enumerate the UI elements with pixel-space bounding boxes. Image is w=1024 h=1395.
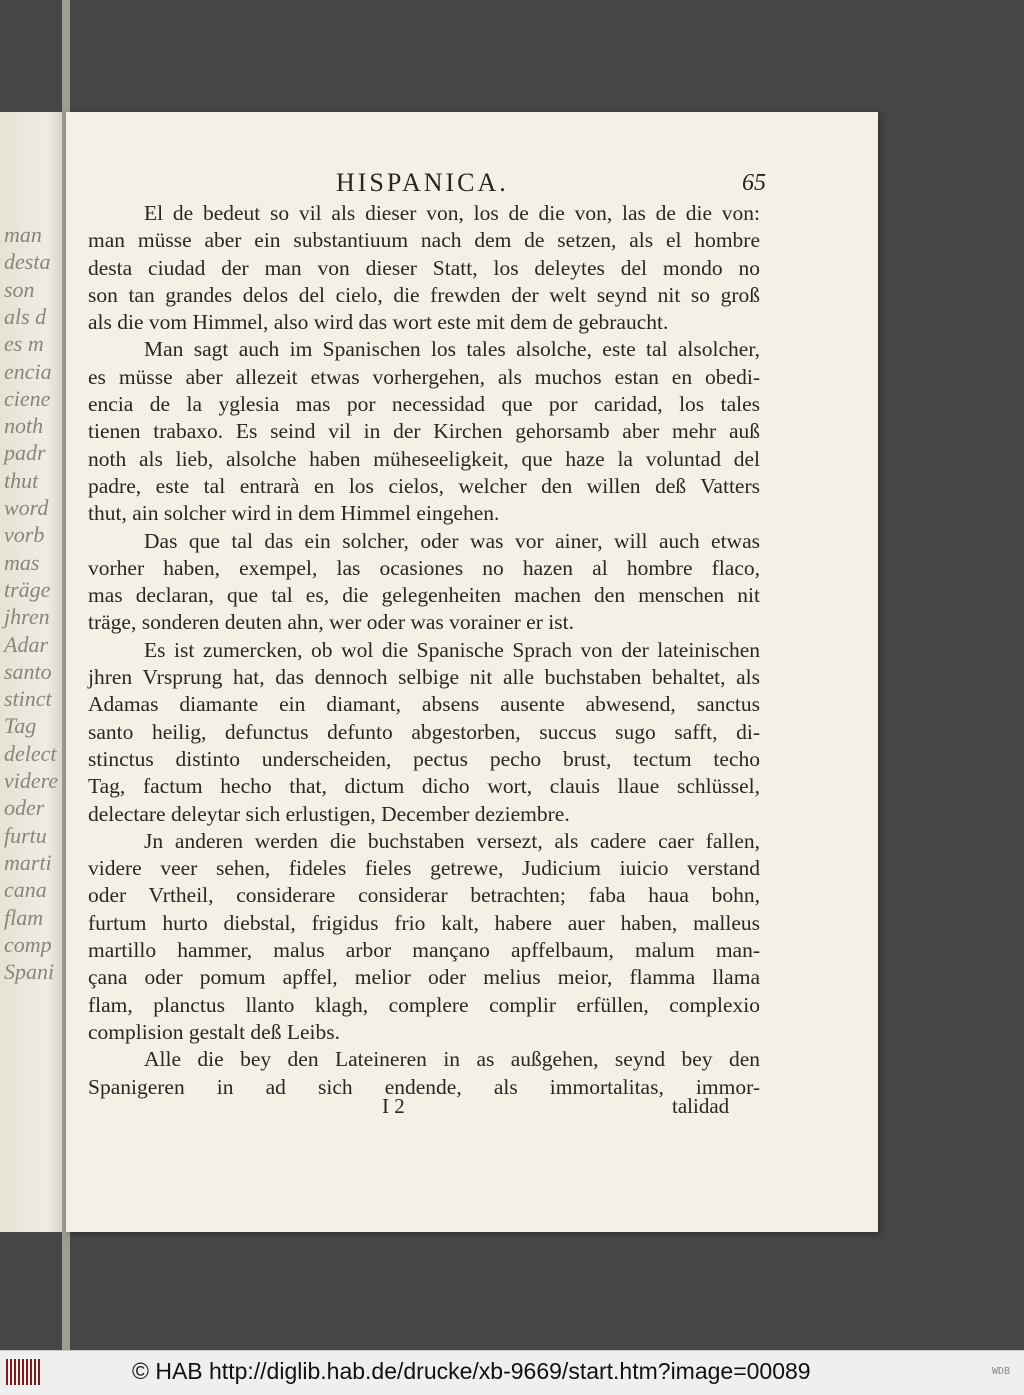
previous-page-fragment: comp: [4, 931, 52, 957]
previous-page-fragment: oder: [4, 795, 45, 821]
previous-page-fragment: marti: [4, 849, 52, 875]
previous-page-fragment: desta: [4, 249, 51, 275]
previous-page-fragment: Spani: [4, 959, 55, 985]
text-line: Das que tal das ein solcher, oder was vor ainer, will auch etwas: [144, 528, 760, 553]
page-number: 65: [742, 170, 766, 196]
text-line: träge, sonderen deuten ahn, wer oder was vorainer er ist.: [88, 610, 574, 635]
previous-page-edge: [0, 112, 66, 1232]
signature-mark: I 2: [382, 1094, 405, 1118]
previous-page-fragment: flam: [4, 904, 44, 930]
text-line: padre, este tal entrarà en los cielos, welcher den willen deß Vatters: [88, 473, 760, 498]
text-line: Spanigeren in ad sich endende, als immortalitas, immor-: [88, 1074, 760, 1099]
text-line: oder Vrtheil, considerare considerar betrachten; faba haua bohn,: [88, 883, 760, 908]
previous-page-fragment: noth: [4, 413, 44, 439]
previous-page-fragment: thut: [4, 467, 39, 493]
previous-page-fragment: es m: [4, 331, 44, 357]
barcode-icon: [6, 1359, 42, 1385]
text-line: flam, planctus llanto klagh, complere complir erfüllen, complexio: [88, 992, 760, 1017]
previous-page-fragment: als d: [4, 303, 47, 329]
previous-page-fragment: ciene: [4, 385, 51, 411]
previous-page-fragment: santo: [4, 658, 52, 684]
previous-page-fragment: Tag: [4, 713, 37, 739]
text-line: Tag, factum hecho that, dictum dicho wort, clauis llaue schlüssel,: [88, 774, 760, 799]
text-line: Jn anderen werden die buchstaben versezt, als cadere caer fallen,: [144, 828, 760, 853]
previous-page-fragment: cana: [4, 877, 47, 903]
previous-page-fragment: man: [4, 222, 42, 247]
text-line: Man sagt auch im Spanischen los tales alsolche, este tal alsolcher,: [144, 337, 760, 362]
text-line: furtum hurto diebstal, frigidus frio kalt, habere auer haben, malleus: [88, 910, 760, 935]
previous-page-fragment: mas: [4, 549, 40, 575]
text-line: santo heilig, defunctus defunto abgestorben, succus sugo safft, di-: [88, 719, 760, 744]
text-line: martillo hammer, malus arbor mançano apffelbaum, malum man-: [88, 938, 760, 963]
text-line: desta ciudad der man von dieser Statt, los deleytes del mondo no: [88, 255, 760, 280]
text-line: çana oder pomum apffel, melior oder melius meior, flamma llama: [88, 965, 760, 990]
previous-page-fragment: furtu: [4, 822, 47, 848]
catchword: talidad: [672, 1094, 730, 1118]
previous-page-fragment: son: [4, 276, 35, 302]
text-line: complision gestalt deß Leibs.: [88, 1019, 340, 1044]
footer-mark: WDB: [991, 1366, 1010, 1377]
text-line: Es ist zumercken, ob wol die Spanische Sprach von der lateinischen: [144, 637, 760, 662]
footer-url[interactable]: © HAB http://diglib.hab.de/drucke/xb-9669/start.htm?image=00089: [132, 1358, 811, 1384]
text-line: delectare deleytar sich erlustigen, December deziembre.: [88, 801, 570, 826]
text-line: videre veer sehen, fideles fieles getrewe, Judicium iuicio verstand: [88, 856, 760, 881]
previous-page-fragment: videre: [4, 768, 59, 793]
text-line: vorher haben, exempel, las ocasiones no hazen al hombre flaco,: [88, 555, 760, 580]
text-line: encia de la yglesia mas por necessidad que por caridad, los tales: [88, 392, 760, 417]
text-line: jhren Vrsprung hat, das dennoch selbige nit alle buchstaben behaltet, als: [88, 665, 760, 690]
previous-page-fragment: word: [4, 495, 49, 520]
previous-page-fragment: encia: [4, 358, 52, 384]
previous-page-fragment: delect: [4, 740, 57, 766]
text-line: noth als lieb, alsolche haben müheseeligkeit, que haze la voluntad del: [88, 446, 760, 471]
previous-page-fragment: Adar: [4, 631, 48, 657]
text-line: El de bedeut so vil als dieser von, los de die von, las de die von:: [144, 201, 760, 225]
text-line: stinctus distinto underscheiden, pectus pecho brust, tectum techo: [88, 746, 760, 771]
page-body: [88, 200, 760, 1101]
previous-page-fragment: padr: [4, 440, 46, 466]
text-line: man müsse aber ein substantiuum nach dem de setzen, als el hombre: [88, 228, 760, 253]
previous-page-fragment: stinct: [4, 686, 52, 712]
text-line: mas declaran, que tal es, die gelegenheiten machen den menschen nit: [88, 583, 760, 608]
previous-page-fragment: vorb: [4, 522, 45, 548]
previous-page-fragment: jhren: [4, 604, 50, 630]
text-line: Adamas diamante ein diamant, absens ausente abwesend, sanctus: [88, 692, 760, 717]
previous-page-fragment: träge: [4, 576, 51, 602]
footer-bar: [0, 1350, 1024, 1395]
text-line: als die vom Himmel, also wird das wort este mit dem de gebraucht.: [88, 310, 669, 335]
running-head: HISPANICA.: [336, 168, 509, 197]
text-line: Alle die bey den Lateineren in as außgehen, seynd bey den: [144, 1047, 760, 1072]
text-line: tienen trabaxo. Es seind vil in der Kirchen gehorsamb aber mehr auß: [88, 419, 760, 444]
text-line: thut, ain solcher wird in dem Himmel eingehen.: [88, 501, 500, 526]
text-line: son tan grandes delos del cielo, die frewden der welt seynd nit so groß: [88, 282, 760, 307]
text-line: es müsse aber allezeit etwas vorhergehen, als muchos estan en obedi-: [88, 364, 760, 389]
